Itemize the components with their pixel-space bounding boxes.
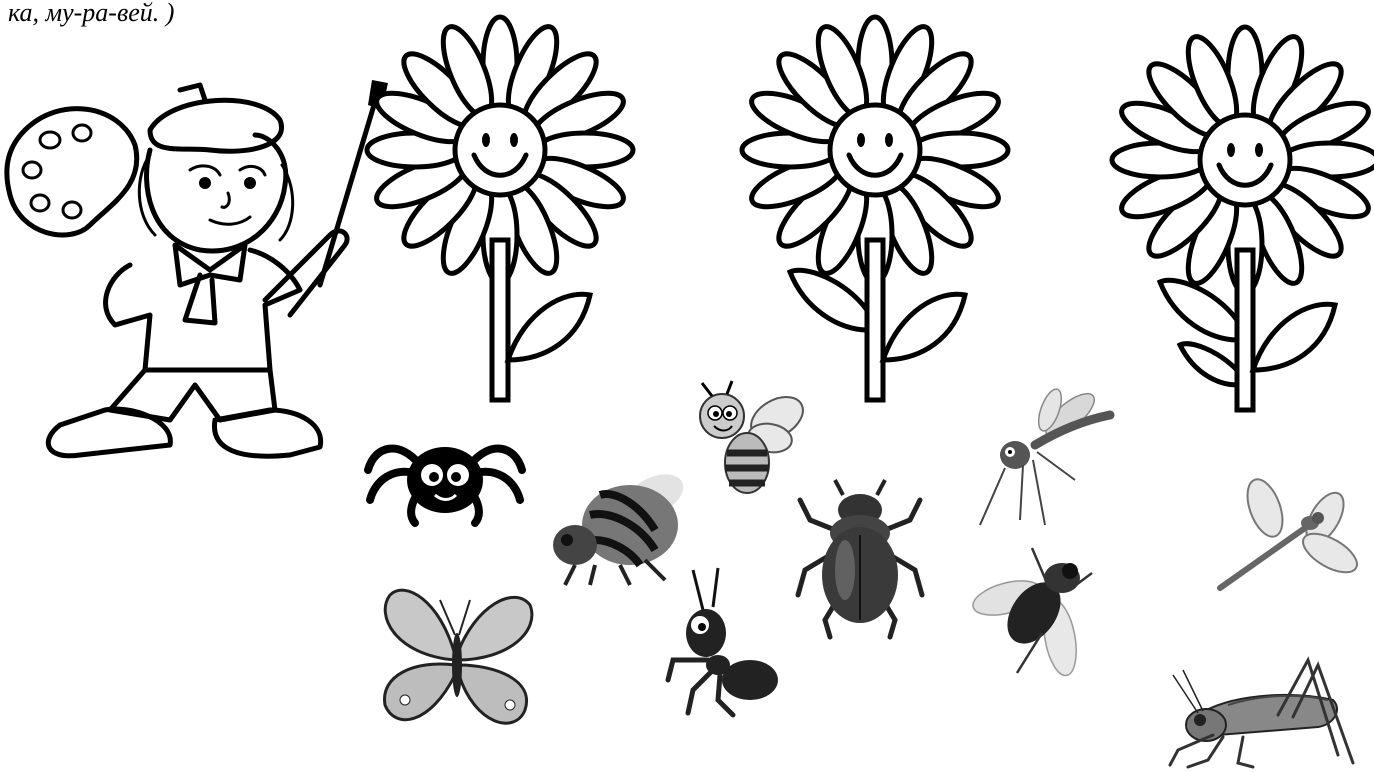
ant-icon <box>658 565 788 725</box>
smiling-daisy-icon <box>380 10 630 410</box>
smiling-daisy-icon <box>755 10 1005 410</box>
caption-text: ка, му-ра-вей. ) <box>8 0 175 27</box>
dragonfly-icon <box>1210 478 1365 598</box>
butterfly-icon <box>375 580 540 740</box>
mosquito-icon <box>975 390 1115 530</box>
fly-icon <box>972 543 1102 683</box>
beetle-icon <box>795 475 925 640</box>
spider-icon <box>360 425 530 525</box>
bee-icon <box>682 378 807 503</box>
painter-child-icon <box>0 75 395 460</box>
grasshopper-icon <box>1168 655 1358 770</box>
smiling-daisy-icon <box>1125 20 1374 420</box>
